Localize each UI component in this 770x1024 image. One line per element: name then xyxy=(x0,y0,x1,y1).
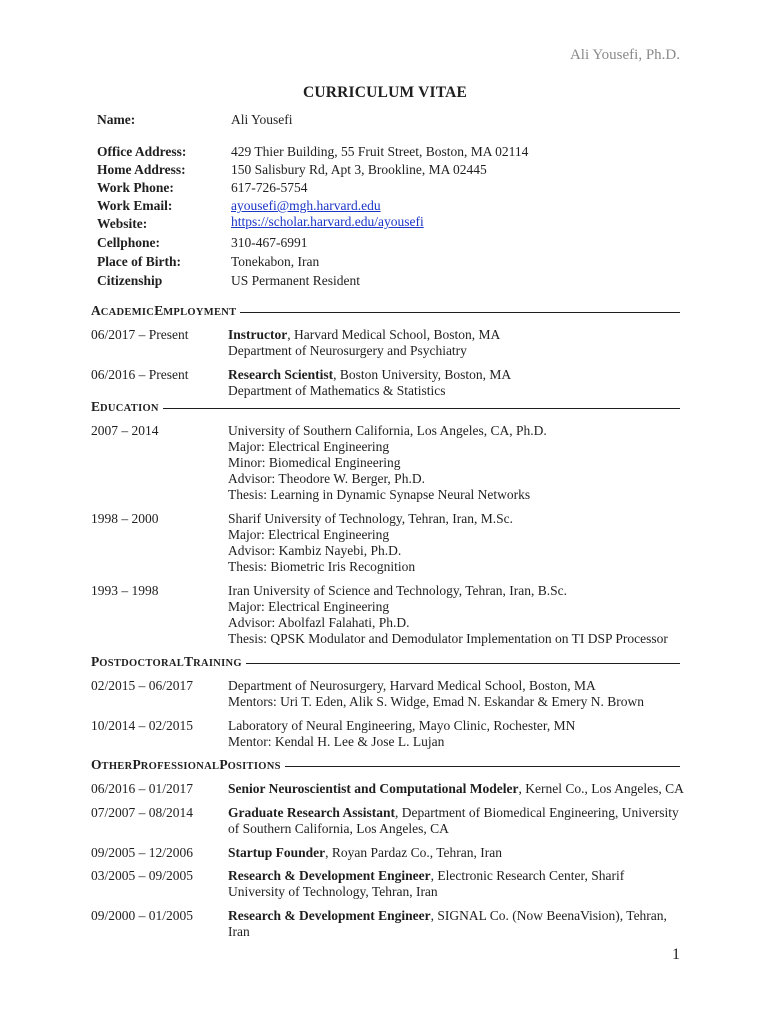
website-label: Website: xyxy=(97,216,148,231)
entry-detail: Research Scientist, Boston University, Boston, MA Department of Mathematics & Statistics xyxy=(228,367,512,398)
home-address-label: Home Address: xyxy=(97,162,186,177)
entry-date: 1993 – 1998 xyxy=(91,583,159,598)
entry-date: 09/2005 – 12/2006 xyxy=(91,845,194,860)
section-rule xyxy=(246,663,680,664)
entry-date: 10/2014 – 02/2015 xyxy=(91,718,194,733)
entry-date: 06/2016 – 01/2017 xyxy=(91,781,194,796)
name-label: Name: xyxy=(97,112,136,127)
entry-detail: Instructor, Harvard Medical School, Boston, MA Department of Neurosurgery and Psychiatry xyxy=(228,327,501,358)
place-of-birth-value: Tonekabon, Iran xyxy=(231,254,320,269)
entry-detail: Sharif University of Technology, Tehran, Iran, M.Sc. Major: Electrical Engineering Advisor: Kambiz Nayebi, Ph.D. Thesis: Biometric Iris Recognition xyxy=(228,511,514,574)
work-email-label: Work Email: xyxy=(97,198,173,213)
entry-date: 2007 – 2014 xyxy=(91,423,159,438)
work-phone-label: Work Phone: xyxy=(97,180,174,195)
entry-detail: Iran University of Science and Technology, Tehran, Iran, B.Sc. Major: Electrical Engineering Advisor: Abolfazl Falahati, Ph.D. Thesis: QPSK Modulator and Demodulator Implementation on TI DSP Processor xyxy=(228,583,668,646)
entry-detail: Graduate Research Assistant, Department of Biomedical Engineering, University of Southern California, Los Angeles, CA xyxy=(228,805,679,836)
section-heading-academic-employment: A CADEMIC E MPLOYMENT xyxy=(91,303,680,319)
running-header-name: Ali Yousefi, Ph.D. xyxy=(569,47,680,63)
citizenship-label: Citizenship xyxy=(97,273,163,288)
section-heading-education: E DUCATION xyxy=(91,399,680,415)
section-rule xyxy=(163,408,680,409)
work-email-link[interactable]: ayousefi@mgh.harvard.edu xyxy=(231,198,381,213)
entry-detail: University of Southern California, Los Angeles, CA, Ph.D. Major: Electrical Engineering Minor: Biomedical Engineering Advisor: Theodore W. Berger, Ph.D. Thesis: Learning in Dynamic Synapse Neural Networks xyxy=(228,423,547,502)
section-rule xyxy=(240,312,680,313)
office-address-label: Office Address: xyxy=(97,144,187,159)
entry-date: 09/2000 – 01/2005 xyxy=(91,908,194,923)
entry-detail: Research & Development Engineer, Electronic Research Center, Sharif University of Technology, Tehran, Iran xyxy=(228,868,625,899)
entry-date: 02/2015 – 06/2017 xyxy=(91,678,194,693)
place-of-birth-label: Place of Birth: xyxy=(97,254,181,269)
section-heading-other-professional-positions: O THER P ROFESSIONAL P OSITIONS xyxy=(91,757,680,773)
entry-date: 06/2017 – Present xyxy=(91,327,189,342)
entry-date: 06/2016 – Present xyxy=(91,367,189,382)
entry-detail: Department of Neurosurgery, Harvard Medical School, Boston, MA Mentors: Uri T. Eden, Alik S. Widge, Emad N. Eskandar & Emery N. Brown xyxy=(228,678,645,709)
name-value: Ali Yousefi xyxy=(231,112,293,127)
entry-date: 1998 – 2000 xyxy=(91,511,159,526)
entry-date: 07/2007 – 08/2014 xyxy=(91,805,194,820)
page-number: 1 xyxy=(672,946,680,963)
cellphone-value: 310-467-6991 xyxy=(231,235,308,250)
home-address-value: 150 Salisbury Rd, Apt 3, Brookline, MA 02445 xyxy=(231,162,487,177)
section-rule xyxy=(285,766,680,767)
office-address-value: 429 Thier Building, 55 Fruit Street, Boston, MA 02114 xyxy=(231,144,529,159)
document-title: CURRICULUM VITAE xyxy=(302,84,468,101)
website-link[interactable]: https://scholar.harvard.edu/ayousefi xyxy=(231,214,424,229)
citizenship-value: US Permanent Resident xyxy=(231,273,360,288)
cellphone-label: Cellphone: xyxy=(97,235,161,250)
entry-detail: Startup Founder, Royan Pardaz Co., Tehran, Iran xyxy=(228,845,503,860)
entry-detail: Research & Development Engineer, SIGNAL Co. (Now BeenaVision), Tehran, Iran xyxy=(228,908,667,939)
section-heading-postdoctoral-training: P OSTDOCTORAL T RAINING xyxy=(91,654,680,670)
entry-date: 03/2005 – 09/2005 xyxy=(91,868,194,883)
work-phone-value: 617-726-5754 xyxy=(231,180,308,195)
entry-detail: Laboratory of Neural Engineering, Mayo Clinic, Rochester, MN Mentor: Kendal H. Lee & Jose L. Lujan xyxy=(228,718,576,749)
entry-detail: Senior Neuroscientist and Computational Modeler, Kernel Co., Los Angeles, CA xyxy=(228,781,684,796)
